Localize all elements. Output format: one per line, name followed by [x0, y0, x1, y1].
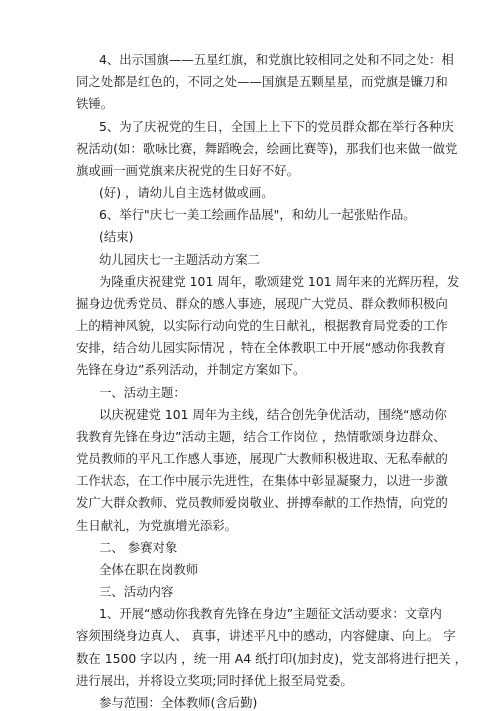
text-line: 进行展出，并将设立奖项;同时择优上报至局党委。	[76, 672, 353, 688]
text-line: 党员教师的平凡工作感人事迹，展现广大教师积极进取、无私奉献的	[76, 451, 448, 467]
text-line: 容须围绕身边真人、 真事，讲述平凡中的感动，内容健康、向上。 字	[76, 628, 456, 644]
text-line: 生日献礼，为党旗增光添彩。	[76, 517, 238, 533]
text-line: 我教育先锋在身边”活动主题，结合工作岗位 ，热情歌颂身边群众、	[76, 428, 446, 444]
text-line: 为隆重庆祝建党 101 周年，歌颂建党 101 周年来的光辉历程，发	[99, 273, 460, 289]
text-line: (结束)	[99, 229, 134, 245]
section-heading: 一、活动主题：	[99, 384, 186, 400]
section-heading: 三、活动内容	[99, 584, 174, 600]
text-line: 旗或画一画党旗来庆祝党的生日好不好。	[76, 162, 300, 178]
text-line: 祝活动(如：歌咏比赛，舞蹈晚会，绘画比赛等)，那我们也来做一做党	[76, 140, 458, 156]
text-line: 6、举行"庆七一美工绘画作品展"，和幼儿一起张贴作品。	[99, 207, 416, 223]
section-heading: 幼儿园庆七一主题活动方案二	[99, 251, 261, 267]
text-line: 5、为了庆祝党的生日，全国上上下下的党员群众都在举行各种庆	[99, 118, 454, 134]
text-line: 掘身边优秀党员、群众的感人事迹，展现广大党员、群众教师积极向	[76, 295, 448, 311]
text-line: 1、开展“感动你我教育先锋在身边”主题征文活动要求：文章内	[99, 606, 442, 622]
text-line: 上的精神风貌，以实际行动向党的生日献礼，根据教育局党委的工作	[76, 318, 448, 334]
text-line: 铁锤。	[76, 96, 114, 112]
text-line: 数在 1500 字以内 ，统一用 A4 纸打印(加封皮)，党支部将进行把关 ，	[76, 650, 467, 666]
text-line: 同之处都是红色的，不同之处——国旗是五颗星星，而党旗是镰刀和	[76, 74, 448, 90]
text-line: 发广大群众教师、党员教师爱岗敬业、拼搏奉献的工作热情，向党的	[76, 495, 448, 511]
text-line: 参与范围：全体教师(含后勤)	[99, 695, 258, 710]
text-line: 工作状态，在工作中展示先进性，在集体中彰显凝聚力，以进一步激	[76, 473, 448, 489]
text-line: 先锋在身边”系列活动，并制定方案如下。	[76, 362, 306, 378]
section-heading: 二、 参赛对象	[99, 539, 178, 555]
text-line: 全体在职在岗教师	[99, 561, 199, 577]
text-line: (好) ，请幼儿自主选材做或画。	[99, 185, 274, 201]
text-line: 安排，结合幼儿园实际情况 ，特在全体教职工中开展“感动你我教育	[76, 340, 446, 356]
text-line: 以庆祝建党 101 周年为主线，结合创先争优活动，围绕“感动你	[99, 406, 447, 422]
text-line: 4、出示国旗——五星红旗，和党旗比较相同之处和不同之处：相	[99, 52, 454, 67]
